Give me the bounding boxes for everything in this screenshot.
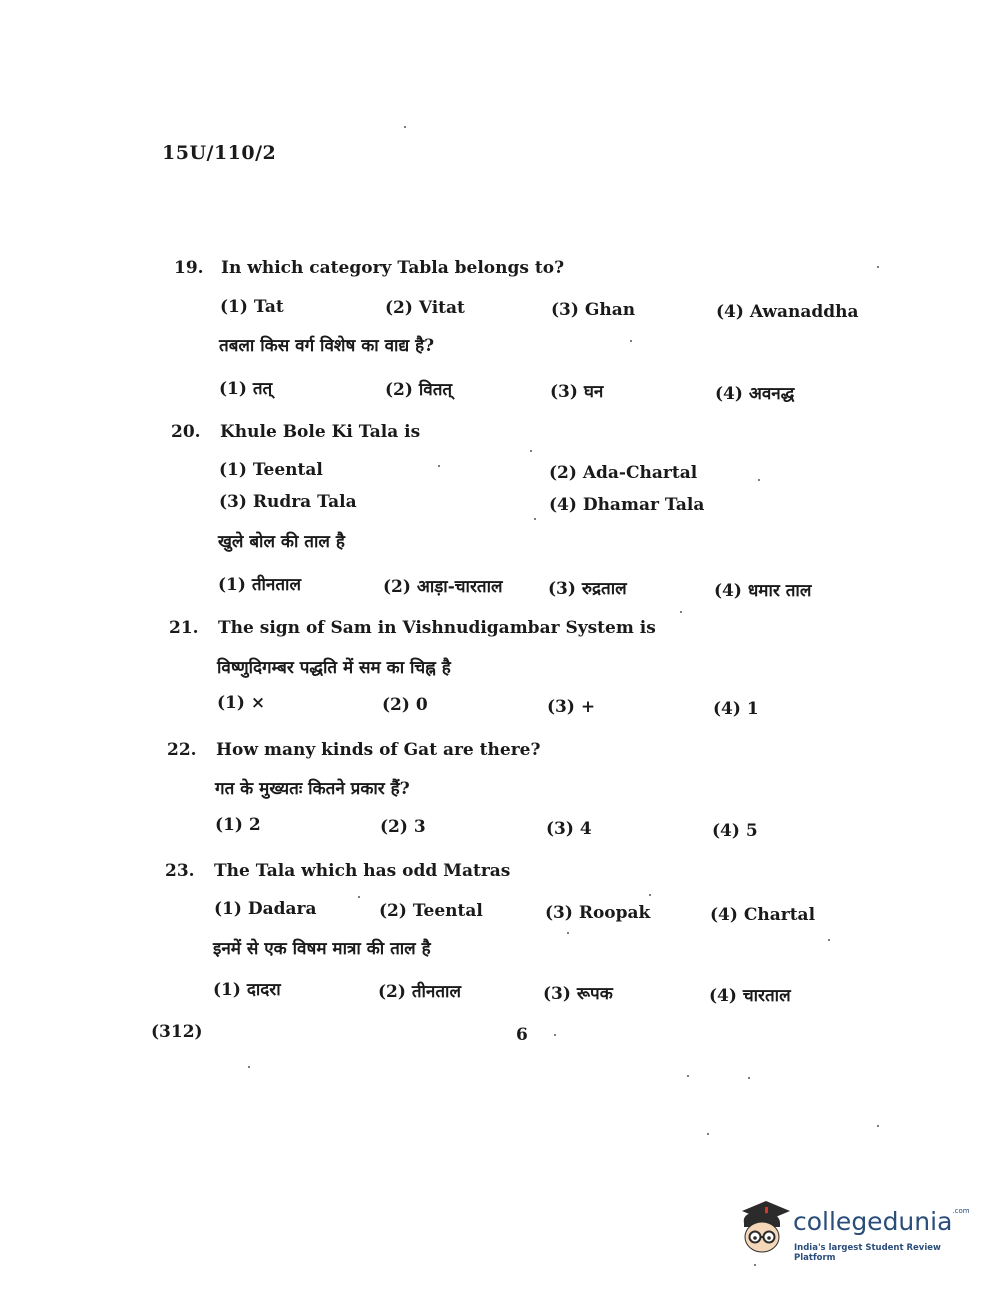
option-3: (3) 4 bbox=[546, 819, 592, 839]
option-1-hi: (1) दादरा bbox=[213, 980, 281, 1000]
scan-speck bbox=[754, 1264, 756, 1266]
footer-code: (312) bbox=[151, 1022, 203, 1042]
question-number: 19. bbox=[174, 258, 204, 278]
scan-speck bbox=[877, 266, 879, 268]
scan-speck bbox=[748, 1077, 750, 1079]
question-number: 22. bbox=[167, 740, 197, 760]
paper-code: 15U/110/2 bbox=[162, 142, 277, 164]
option-1: (1) Dadara bbox=[214, 899, 317, 919]
scan-speck bbox=[438, 465, 440, 467]
option-4: (4) Dhamar Tala bbox=[549, 495, 705, 515]
option-4-hi: (4) अवनद्ध bbox=[715, 384, 795, 404]
option-4-hi: (4) धमार ताल bbox=[714, 581, 812, 601]
option-4: (4) Chartal bbox=[710, 905, 816, 925]
scan-speck bbox=[630, 340, 632, 342]
question-text-hi: खुले बोल की ताल है bbox=[218, 532, 345, 552]
question-text-hi: तबला किस वर्ग विशेष का वाद्य है? bbox=[219, 336, 435, 356]
scan-speck bbox=[687, 1075, 689, 1077]
question-text-en: The Tala which has odd Matras bbox=[214, 861, 511, 881]
question-number: 21. bbox=[169, 618, 199, 638]
question-number: 20. bbox=[171, 422, 201, 442]
option-2: (2) Teental bbox=[379, 901, 483, 921]
mascot-icon bbox=[736, 1197, 792, 1257]
question-text-hi: विष्णुदिगम्बर पद्धति में सम का चिह्न है bbox=[217, 658, 451, 678]
option-2-hi: (2) तीनताल bbox=[378, 982, 461, 1002]
option-3: (3) + bbox=[547, 697, 596, 717]
scan-speck bbox=[248, 1066, 250, 1068]
option-1: (1) Tat bbox=[220, 297, 284, 317]
scan-speck bbox=[530, 450, 532, 452]
option-1: (1) 2 bbox=[215, 815, 261, 835]
option-3: (3) Roopak bbox=[545, 903, 651, 923]
option-1-hi: (1) तत् bbox=[219, 379, 273, 399]
option-3: (3) Rudra Tala bbox=[219, 492, 357, 512]
option-4-hi: (4) चारताल bbox=[709, 986, 791, 1006]
option-3-hi: (3) रुद्रताल bbox=[548, 579, 627, 599]
option-3: (3) Ghan bbox=[551, 300, 636, 320]
scan-speck bbox=[680, 611, 682, 613]
scan-speck bbox=[358, 896, 360, 898]
question-text-hi: इनमें से एक विषम मात्रा की ताल है bbox=[213, 939, 431, 959]
logo-wordmark: collegedunia$^{.com}$ bbox=[793, 1207, 970, 1236]
option-4: (4) 1 bbox=[713, 699, 759, 719]
option-2: (2) 3 bbox=[380, 817, 426, 837]
scan-speck bbox=[649, 894, 651, 896]
option-2-hi: (2) वितत् bbox=[385, 380, 453, 400]
question-text-en: The sign of Sam in Vishnudigambar System is bbox=[218, 618, 656, 638]
collegedunia-logo bbox=[736, 1197, 970, 1263]
scan-speck bbox=[554, 1034, 556, 1036]
scan-speck bbox=[707, 1133, 709, 1135]
page-number: 6 bbox=[516, 1025, 528, 1045]
scan-speck bbox=[567, 932, 569, 934]
question-text-en: How many kinds of Gat are there? bbox=[216, 740, 541, 760]
question-text-en: In which category Tabla belongs to? bbox=[221, 258, 565, 278]
option-2: (2) 0 bbox=[382, 695, 428, 715]
option-1: (1) Teental bbox=[219, 460, 323, 480]
logo-tagline: India's largest Student Review Platform bbox=[794, 1243, 941, 1263]
option-3-hi: (3) रूपक bbox=[543, 984, 613, 1004]
scan-speck bbox=[877, 1125, 879, 1127]
option-2: (2) Vitat bbox=[385, 298, 465, 318]
question-number: 23. bbox=[165, 861, 195, 881]
option-4: (4) 5 bbox=[712, 821, 758, 841]
option-3-hi: (3) घन bbox=[550, 382, 604, 402]
option-1-hi: (1) तीनताल bbox=[218, 575, 301, 595]
scan-speck bbox=[534, 518, 536, 520]
scan-speck bbox=[828, 939, 830, 941]
option-4: (4) Awanaddha bbox=[716, 302, 859, 322]
option-2: (2) Ada-Chartal bbox=[549, 463, 698, 483]
scan-speck bbox=[758, 479, 760, 481]
question-text-hi: गत के मुख्यतः कितने प्रकार हैं? bbox=[215, 779, 410, 799]
option-2-hi: (2) आड़ा-चारताल bbox=[383, 577, 503, 597]
question-text-en: Khule Bole Ki Tala is bbox=[220, 422, 421, 442]
option-1: (1) × bbox=[217, 693, 266, 713]
scan-speck bbox=[404, 126, 406, 128]
